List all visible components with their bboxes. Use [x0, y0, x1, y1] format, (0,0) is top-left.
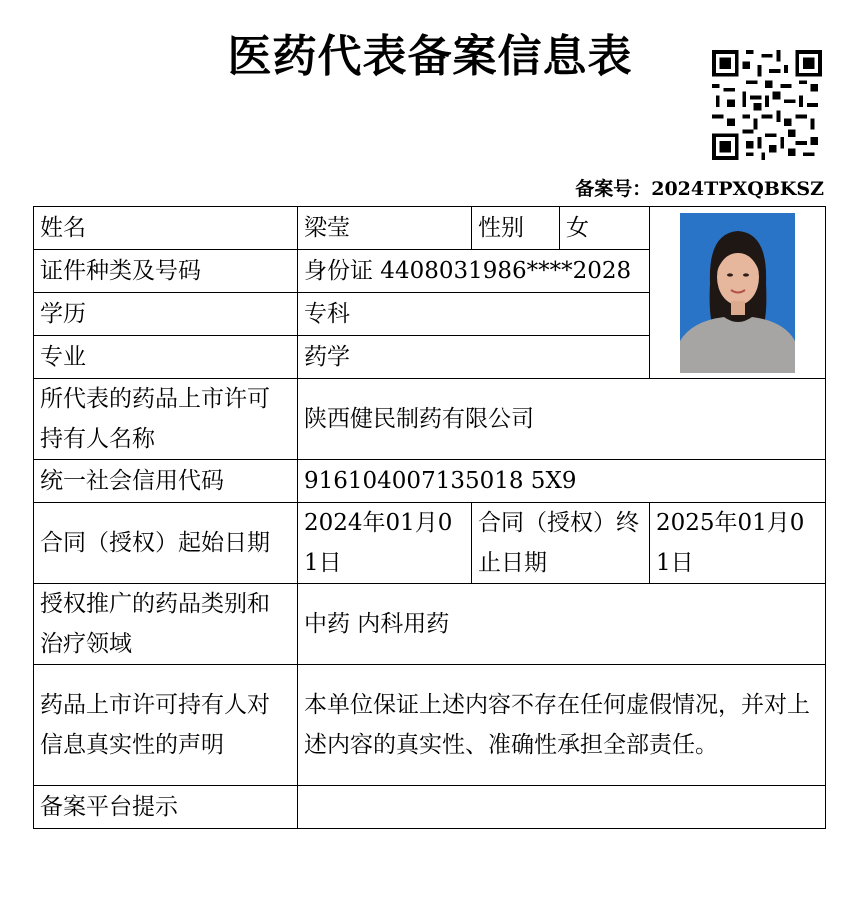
- document-title: 医药代表备案信息表: [227, 31, 633, 82]
- holder-value: 陕西健民制药有限公司: [298, 379, 826, 460]
- id-photo: [680, 213, 795, 373]
- info-table: [33, 206, 826, 829]
- id-value: 身份证 4408031986****2028: [298, 250, 650, 293]
- gender-label: 性别: [472, 207, 560, 250]
- row-platform-note: [34, 786, 826, 829]
- row-contract: [34, 503, 826, 584]
- contract-end-value: 2025年01月01日: [650, 503, 826, 584]
- name-value: 梁莹: [298, 207, 472, 250]
- id-label: 证件种类及号码: [34, 250, 298, 293]
- category-value: 中药 内科用药: [298, 584, 826, 665]
- declaration-value: 本单位保证上述内容不存在任何虚假情况，并对上述内容的真实性、准确性承担全部责任。: [298, 665, 826, 786]
- gender-value: 女: [560, 207, 650, 250]
- major-label: 专业: [34, 336, 298, 379]
- contract-start-value: 2024年01月01日: [298, 503, 472, 584]
- contract-end-label: 合同（授权）终止日期: [472, 503, 650, 584]
- education-value: 专科: [298, 293, 650, 336]
- row-name: [34, 207, 826, 250]
- credit-code-value: 916104007135018 5X9: [298, 460, 826, 503]
- credit-code-label: 统一社会信用代码: [34, 460, 298, 503]
- education-label: 学历: [34, 293, 298, 336]
- row-category: [34, 584, 826, 665]
- platform-note-value: [298, 786, 826, 829]
- row-declaration: [34, 665, 826, 786]
- name-label: 姓名: [34, 207, 298, 250]
- filing-number-value: 2024TPXQBKSZ: [651, 178, 824, 200]
- declaration-label: 药品上市许可持有人对信息真实性的声明: [34, 665, 298, 786]
- major-value: 药学: [298, 336, 650, 379]
- filing-number: [575, 174, 824, 201]
- row-credit-code: [34, 460, 826, 503]
- qr-code: [712, 50, 822, 160]
- category-label: 授权推广的药品类别和治疗领域: [34, 584, 298, 665]
- holder-label: 所代表的药品上市许可持有人名称: [34, 379, 298, 460]
- photo-cell: [650, 207, 826, 379]
- filing-number-label: 备案号：: [575, 178, 652, 200]
- contract-start-label: 合同（授权）起始日期: [34, 503, 298, 584]
- row-holder: [34, 379, 826, 460]
- platform-note-label: 备案平台提示: [34, 786, 298, 829]
